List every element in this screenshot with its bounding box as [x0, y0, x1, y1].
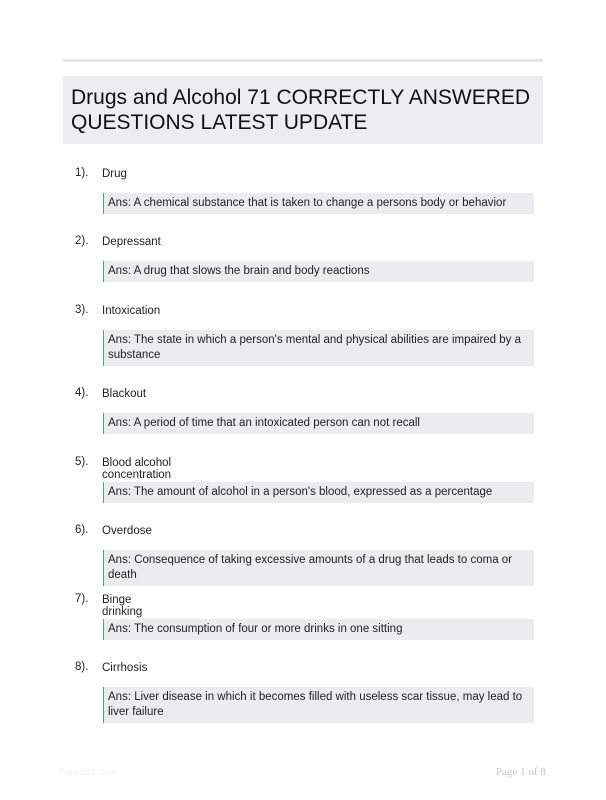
- document-title: Drugs and Alcohol 71 CORRECTLY ANSWERED QUESTIONS LATEST UPDATE: [71, 86, 531, 134]
- question-number: 5).: [75, 456, 89, 468]
- footer-site-watermark: Paperbbc.com: [59, 767, 118, 777]
- page-indicator: Page 1 of 8: [496, 766, 546, 778]
- answer-box: Ans: Liver disease in which it becomes filled with useless scar tissue, may lead to liver failure: [103, 687, 534, 723]
- question-number: 6).: [75, 524, 89, 536]
- question-term: Binge drinking: [102, 594, 143, 618]
- answer-box: Ans: The amount of alcohol in a person's blood, expressed as a percentage: [103, 482, 534, 503]
- question-number: 1).: [75, 167, 89, 179]
- header-rule: [63, 59, 543, 62]
- answer-box: Ans: A drug that slows the brain and body reactions: [103, 261, 534, 282]
- answer-box: Ans: The consumption of four or more drinks in one sitting: [103, 619, 534, 640]
- question-number: 4).: [75, 387, 89, 399]
- answer-box: Ans: The state in which a person's mental and physical abilities are impaired by a substance: [103, 330, 534, 366]
- answer-box: Ans: Consequence of taking excessive amounts of a drug that leads to coma or death: [103, 550, 534, 586]
- answer-box: Ans: A chemical substance that is taken to change a persons body or behavior: [103, 193, 534, 214]
- question-term: Intoxication: [102, 305, 161, 317]
- question-term: Blood alcohol concentration: [102, 457, 172, 481]
- question-term: Overdose: [102, 525, 152, 537]
- question-term: Blackout: [102, 388, 147, 400]
- question-number: 8).: [75, 661, 89, 673]
- title-banner: [63, 76, 543, 144]
- question-term: Depressant: [102, 236, 161, 248]
- question-term: Cirrhosis: [102, 662, 148, 674]
- answer-box: Ans: A period of time that an intoxicated person can not recall: [103, 413, 534, 434]
- question-number: 2).: [75, 235, 89, 247]
- question-number: 3).: [75, 304, 89, 316]
- question-number: 7).: [75, 593, 89, 605]
- question-term: Drug: [102, 168, 127, 180]
